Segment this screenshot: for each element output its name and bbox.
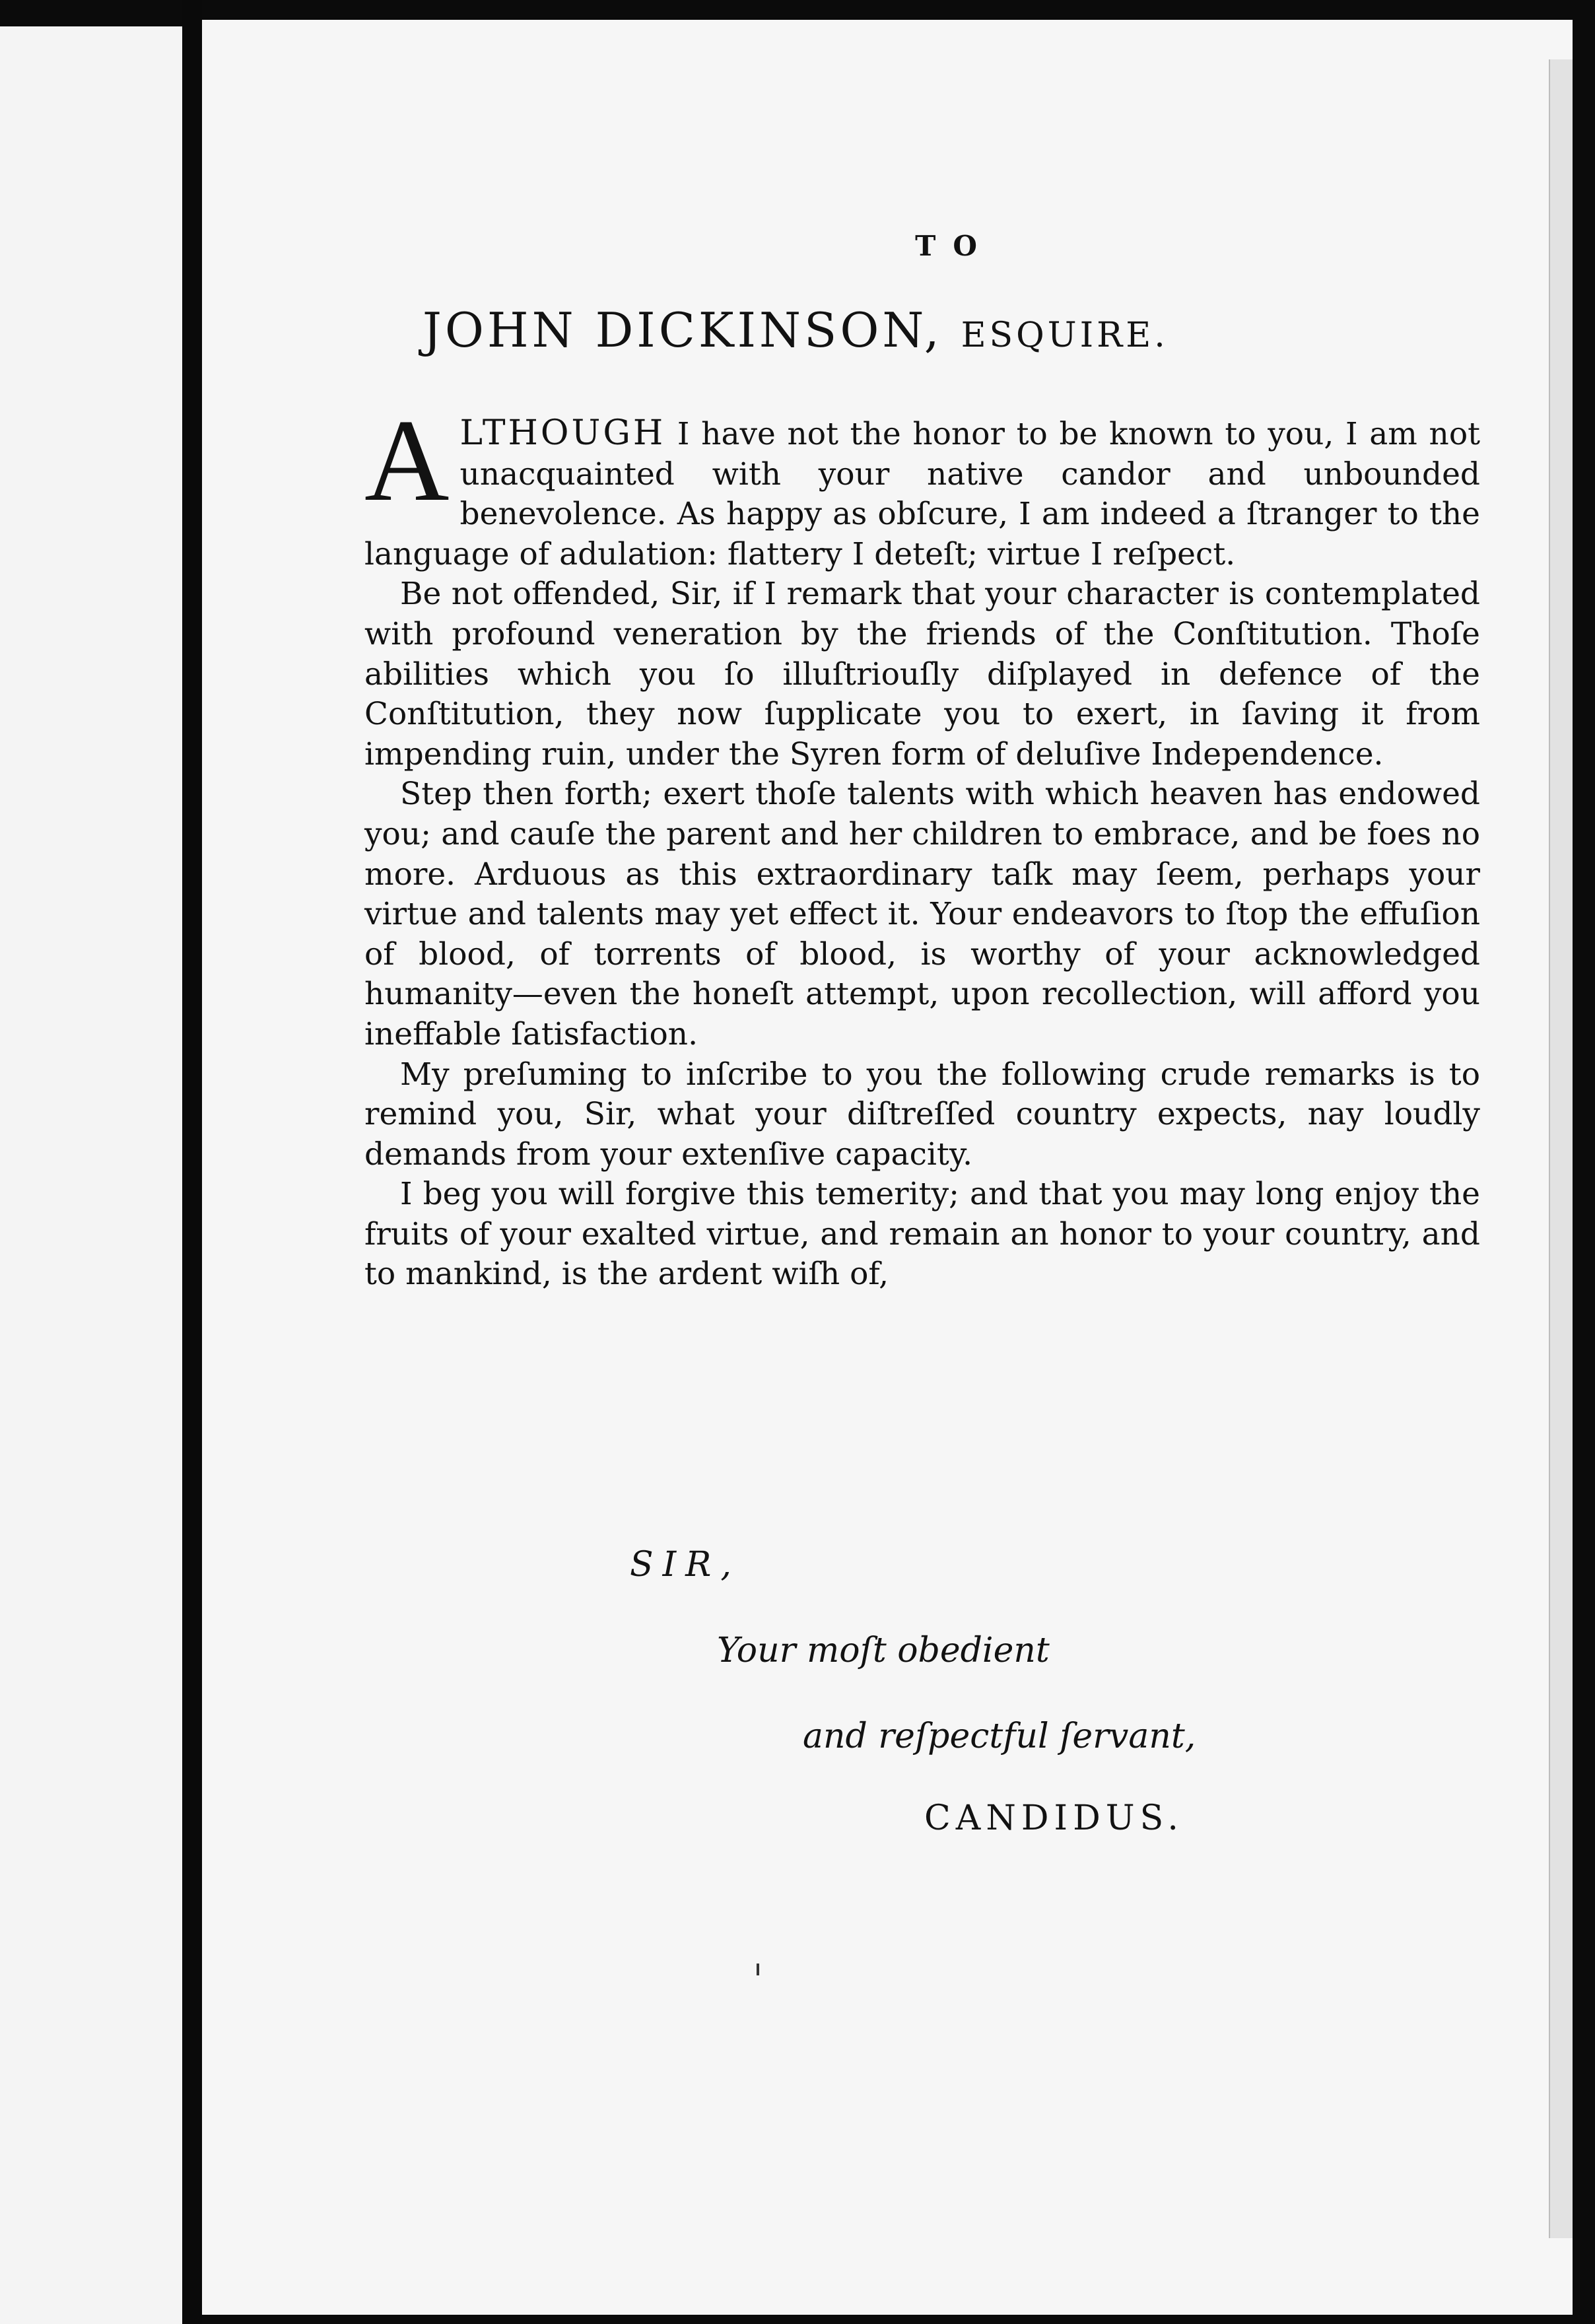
dedication-page bbox=[202, 20, 1573, 2315]
addressee-rank: ESQUIRE. bbox=[961, 316, 1169, 355]
closing-line-1: Your moſt obedient bbox=[717, 1631, 1050, 1670]
closing-line-2: and reſpectful ſervant, bbox=[803, 1717, 1196, 1756]
signature: CANDIDUS. bbox=[924, 1798, 1184, 1838]
facing-page-edge bbox=[0, 26, 182, 2324]
addressee-name: JOHN DICKINSON, bbox=[423, 302, 943, 358]
heading-to: TO bbox=[915, 230, 994, 262]
dedication-body bbox=[364, 395, 1480, 1295]
addressee-title bbox=[423, 302, 1479, 358]
paragraph-4: My preſuming to inſcribe to you the following crude remarks is to remind you, Sir, what your diſtreſſed country expects, nay loudly demands from your extenſive capacity. bbox=[364, 1056, 1480, 1173]
ink-speck bbox=[757, 1964, 759, 1975]
page-fore-edge bbox=[1549, 59, 1573, 2238]
lead-word: LTHOUGH bbox=[459, 413, 666, 453]
salutation: SIR, bbox=[630, 1545, 741, 1585]
paragraph-1-text: I have not the honor to be known to you, I am not unacquainted with your native candor and unbounded benevolence. As happy as obſcure, I am indeed a ſtranger to the language of adulation: flattery I deteſt; virtue I reſpect. bbox=[364, 416, 1480, 572]
paragraph-2: Be not offended, Sir, if I remark that your character is contemplated with profound veneration by the friends of the Conſtitution. Thoſe abilities which you ſo illuſtriouſly diſplayed in defence of the Conſtitution, they now ſupplicate you to exert, in ſaving it from impending ruin, under the Syren form of deluſive Independence. bbox=[364, 576, 1480, 772]
book-gutter bbox=[182, 0, 202, 2324]
paragraph-5: I beg you will forgive this temerity; and that you may long enjoy the fruits of your exalted virtue, and remain an honor to your country, and to mankind, is the ardent wiſh of, bbox=[364, 1176, 1480, 1293]
drop-cap: A bbox=[364, 395, 450, 526]
paragraph-1 bbox=[364, 395, 1480, 574]
paragraph-3: Step then forth; exert thoſe talents with which heaven has endowed you; and cauſe the parent and her children to embrace, and be foes no more. Arduous as this extraordinary taſk may ſeem, perhaps your virtue and talents may yet effect it. Your endeavors to ſtop the effuſion of blood, of torrents of blood, is worthy of your acknowledged humanity—even the honeſt attempt, upon recollection, will afford you ineffable ſatisfaction. bbox=[364, 776, 1480, 1052]
